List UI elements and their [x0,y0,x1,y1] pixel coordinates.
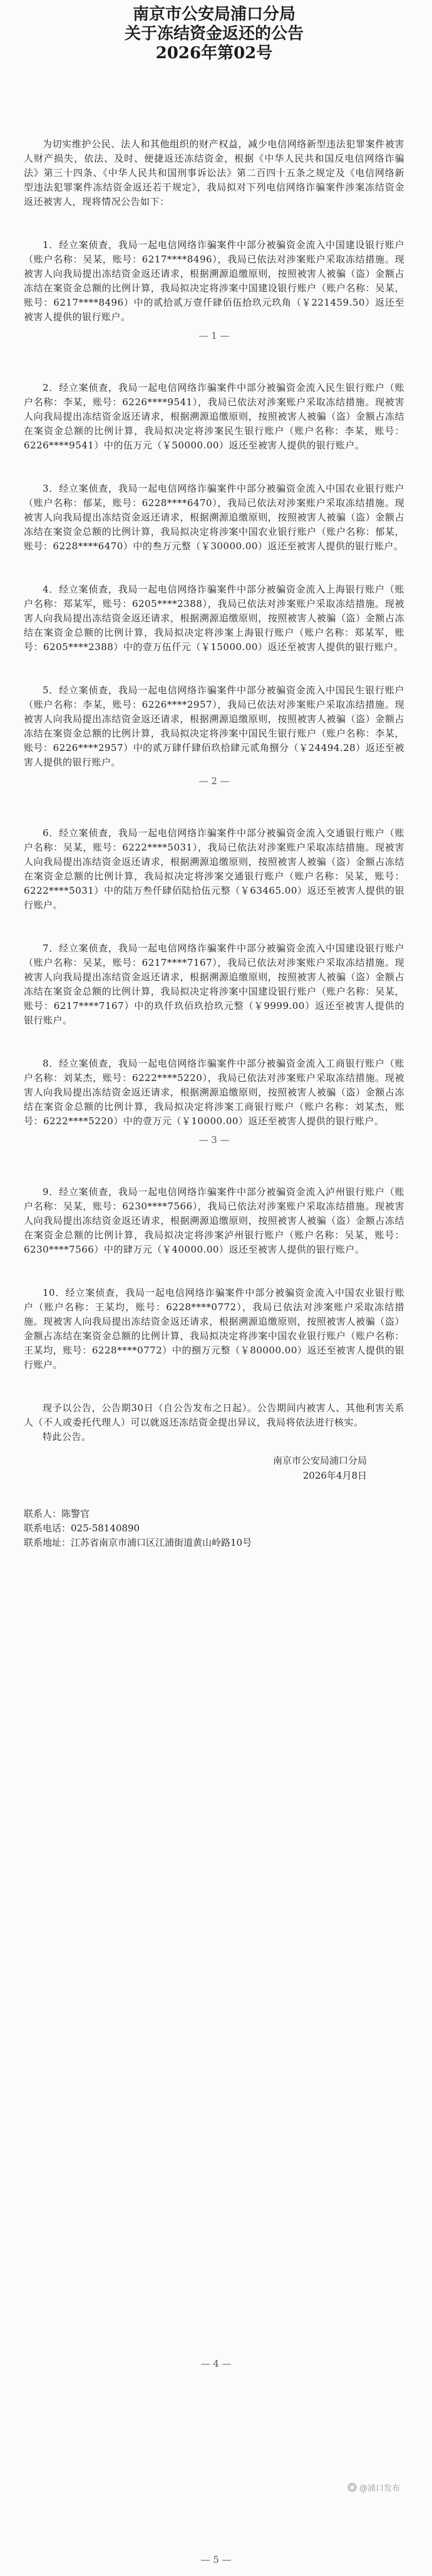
issuer-title: 南京市公安局浦口分局 [132,5,296,24]
case-paragraph: 10．经立案侦查，我局一起电信网络诈骗案件中部分被骗资金流入中国农业银行账户（账户名称：王某均，账号：6228****0772），我局已依法对涉案账户采取冻结措施。现被害人向我局提出冻结资金返还请求，根据溯源追缴原则，按照被害人被骗（盗）金额占冻结在案资金总额的比例计算，我局拟决定将涉案中国农业银行账户（账户名称：王某均，账号：6228****0772）中的捌万元整（￥80000.00）返还至被害人提供的银行账户。 [24,1287,404,1370]
closing-text: 特此公告。 [43,1431,91,1442]
spacer [24,1257,404,1286]
case-paragraph: 8．经立案侦查，我局一起电信网络诈骗案件中部分被骗资金流入工商银行账户（账户名称：刘某杰，账号：6222****5220），我局已依法对涉案账户采取冻结措施。现被害人向我局提出冻结资金返还请求，根据溯源追缴原则，按照被害人被骗（盗）金额占冻结在案资金总额的比例计算，我局拟决定将涉案工商银行账户（账户名称：刘某杰，账号：6222****5220）中的壹万元（￥10000.00）返还至被害人提供的银行账户。 [24,1058,404,1127]
signature-date: 2026年4月8日 [302,1470,367,1481]
contact-phone: 联系电话：025-58140890 [24,1523,140,1534]
signature-block [24,1453,404,1483]
contact-block [24,1507,404,1550]
contact-person: 联系人：陈警官 [24,1508,90,1519]
page-separator: — 3 — [198,1134,230,1146]
page-separator: — 4 — [200,2358,232,2369]
announcement-header [24,5,404,63]
case-paragraph: 4．经立案侦查，我局一起电信网络诈骗案件中部分被骗资金流入上海银行账户（账户名称：郑某军，账号：6205****2388），我局已依法对涉案账户采取冻结措施。现被害人向我局提出冻结资金返还请求，根据溯源追缴原则，按照被害人被骗（盗）金额占冻结在案资金总额的比例计算，我局拟决定将涉案上海银行账户（账户名称：郑某军，账号：6205****2388）中的壹万伍仟元（￥15000.00）返还至被害人提供的银行账户。 [24,584,404,653]
case-paragraph: 9．经立案侦查，我局一起电信网络诈骗案件中部分被骗资金流入泸州银行账户（账户名称：吴某，账号：6230****7566），我局已依法对涉案账户采取冻结措施。现被害人向我局提出冻结资金返还请求，根据溯源追缴原则，按照被害人被骗（盗）金额占冻结在案资金总额的比例计算，我局拟决定将涉案泸州银行账户（账户名称：吴某，账号：6230****7566）中的肆万元（￥40000.00）返还至被害人提供的银行账户。 [24,1186,404,1255]
page-separator: — 1 — [198,330,230,341]
case-paragraph: 2．经立案侦查，我局一起电信网络诈骗案件中部分被骗资金流入民生银行账户（账户名称：李某，账号：6226****9541），我局已依法对涉案账户采取冻结措施。现被害人向我局提出冻结资金返还请求，根据溯源追缴原则，按照被害人被骗（盗）金额占冻结在案资金总额的比例计算，我局拟决定将涉案民生银行账户（账户名称：李某，账号：6226****9541）中的伍万元（￥50000.00）返还至被害人提供的银行账户。 [24,382,404,451]
case-list [24,238,404,1401]
case-paragraph: 3．经立案侦查，我局一起电信网络诈骗案件中部分被骗资金流入中国农业银行账户（账户名称：郁某，账号：6228****6470），我局已依法对涉案账户采取冻结措施。现被害人向我局提出冻结资金返还请求，根据溯源追缴原则，按照被害人被骗（盗）金额占冻结在案资金总额的比例计算，我局拟决定将涉案中国农业银行账户（账户名称：郁某，账号：6228****6470）中的叁万元整（￥30000.00）返还至被害人提供的银行账户。 [24,483,404,552]
spacer [24,1028,404,1057]
watermark-text: @浦口发布 [359,2484,401,2493]
case-paragraph: 7．经立案侦查，我局一起电信网络诈骗案件中部分被骗资金流入中国建设银行账户（账户名称：吴某，账号：6217****7167），我局已依法对涉案账户采取冻结措施。现被害人向我局提出冻结资金返还请求，根据溯源追缴原则，按照被害人被骗（盗）金额占冻结在案资金总额的比例计算，我局拟决定将涉案中国建设银行账户（账户名称：吴某，账号：6217****7167）中的玖仟玖佰玖拾玖元整（￥9999.00）返还至被害人提供的银行账户。 [24,943,404,1026]
notice-period-paragraph: 现予以公告，公告期30日（自公告发布之日起）。公告期间内被害人、其他利害关系人（不人或委托代理人）可以就返还冻结资金提出异议，我局将依法进行核实。 [24,1402,404,1428]
case-paragraph: 1．经立案侦查，我局一起电信网络诈骗案件中部分被骗资金流入中国建设银行账户（账户名称：吴某，账号：6217****8496），我局已依法对涉案账户采取冻结措施。现被害人向我局提出冻结资金返还请求，根据溯源追缴原则，按照被害人被骗（盗）金额占冻结在案资金总额的比例计算，我局拟决定将涉案中国建设银行账户（账户名称：吴某，账号：6217****8496）中的贰拾贰万壹仟肆佰伍拾玖元玖角（￥221459.50）返还至被害人提供的银行账户。 [24,239,404,323]
spacer [24,209,404,238]
spacer [24,453,404,482]
spacer [24,913,404,941]
contact-address: 联系地址：江苏省南京市浦口区江浦街道黄山岭路10号 [24,1537,252,1548]
spacer [24,654,404,683]
page-separator: — 5 — [200,2554,232,2565]
weibo-logo-icon: ◉ [347,2483,357,2492]
spacer [24,1372,404,1401]
document-number: 2026年第02号 [155,44,273,63]
watermark [347,2481,400,2493]
intro-paragraph: 为切实维护公民、法人和其他组织的财产权益，减少电信网络新型违法犯罪案件被害人财产损失，依法、及时、便捷返还冻结资金，根据《中华人民共和国反电信网络诈骗法》第三十四条、《中华人民共和国刑事诉讼法》第二百四十五条之规定及《电信网络新型违法犯罪案件冻结资金返还若干规定》，我局拟对下列电信网络诈骗案件涉案冻结资金返还被害人，现将情况公告如下： [24,138,404,207]
spacer [24,554,404,582]
case-paragraph: 6．经立案侦查，我局一起电信网络诈骗案件中部分被骗资金流入交通银行账户（账户名称：吴某，账号：6222****5031），我局已依法对涉案账户采取冻结措施。现被害人向我局提出冻结资金返还请求，根据溯源追缴原则，按照被害人被骗（盗）金额占冻结在案资金总额的比例计算，我局拟决定将涉案交通银行账户（账户名称：吴某，账号：6222****5031）中的陆万叁仟肆佰陆拾伍元整（￥63465.00）返还至被害人提供的银行账户。 [24,827,404,911]
page-separator: — 2 — [198,775,230,787]
case-paragraph: 5．经立案侦查，我局一起电信网络诈骗案件中部分被骗资金流入中国民生银行账户（账户名称：李某，账号：6226****2957），我局已依法对涉案账户采取冻结措施。现被害人向我局提出冻结资金返还请求，根据溯源追缴原则，按照被害人被骗（盗）金额占冻结在案资金总额的比例计算，我局拟决定将涉案中国民生银行账户（账户名称：李某，账号：6226****2957）中的贰万肆仟肆佰玖拾肆元贰角捌分（￥24494.28）返还至被害人提供的银行账户。 [24,685,404,768]
signature-org: 南京市公安局浦口分局 [272,1455,367,1466]
announcement-title: 关于冻结资金返还的公告 [124,24,304,43]
